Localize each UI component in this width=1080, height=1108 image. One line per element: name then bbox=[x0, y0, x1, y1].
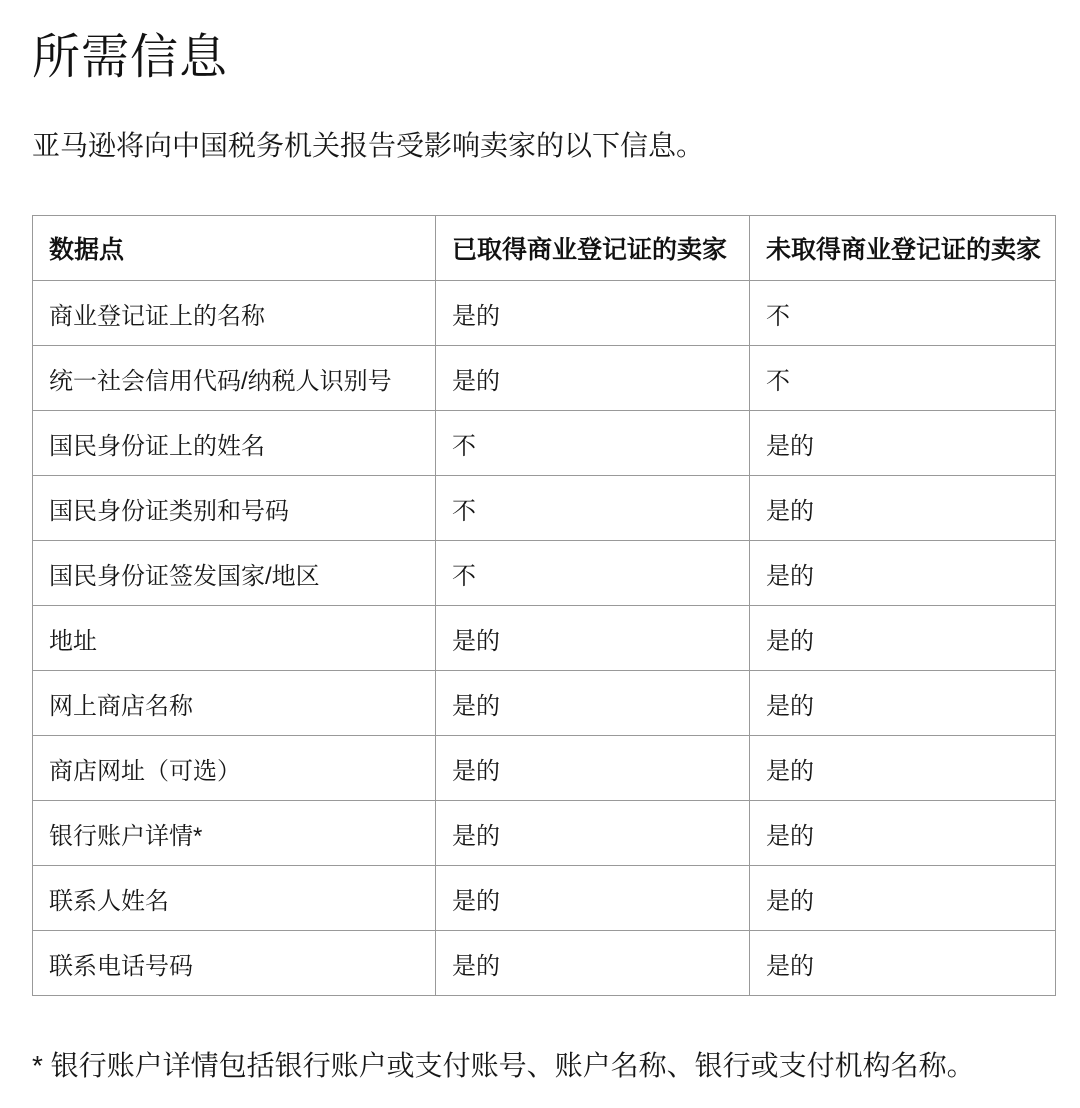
table-row bbox=[33, 346, 1056, 411]
data-point-cell: 商店网址（可选） bbox=[33, 736, 436, 801]
data-point-cell: 网上商店名称 bbox=[33, 671, 436, 736]
data-point-cell: 地址 bbox=[33, 606, 436, 671]
table-row bbox=[33, 411, 1056, 476]
without-license-cell: 是的 bbox=[750, 671, 1056, 736]
data-point-cell: 银行账户详情* bbox=[33, 801, 436, 866]
help-page bbox=[0, 28, 1080, 1108]
with-license-cell: 是的 bbox=[436, 866, 750, 931]
with-license-cell: 不 bbox=[436, 411, 750, 476]
page-title: 所需信息 bbox=[32, 31, 229, 84]
table-row bbox=[33, 541, 1056, 606]
table-row bbox=[33, 606, 1056, 671]
with-license-cell: 不 bbox=[436, 476, 750, 541]
data-point-cell: 国民身份证类别和号码 bbox=[33, 476, 436, 541]
data-point-cell: 商业登记证上的名称 bbox=[33, 281, 436, 346]
data-point-cell: 联系人姓名 bbox=[33, 866, 436, 931]
without-license-cell: 是的 bbox=[750, 801, 1056, 866]
table-row bbox=[33, 931, 1056, 996]
without-license-cell: 是的 bbox=[750, 476, 1056, 541]
data-point-cell: 国民身份证上的姓名 bbox=[33, 411, 436, 476]
column-header-with-business-license: 已取得商业登记证的卖家 bbox=[436, 216, 750, 281]
with-license-cell: 是的 bbox=[436, 736, 750, 801]
with-license-cell: 是的 bbox=[436, 346, 750, 411]
without-license-cell: 是的 bbox=[750, 736, 1056, 801]
footnote-text: * 银行账户详情包括银行账户或支付账号、账户名称、银行或支付机构名称。 bbox=[32, 1050, 975, 1082]
data-point-cell: 联系电话号码 bbox=[33, 931, 436, 996]
without-license-cell: 是的 bbox=[750, 541, 1056, 606]
with-license-cell: 是的 bbox=[436, 801, 750, 866]
without-license-cell: 是的 bbox=[750, 411, 1056, 476]
without-license-cell: 不 bbox=[750, 346, 1056, 411]
table-header-row bbox=[33, 216, 1056, 281]
without-license-cell: 是的 bbox=[750, 931, 1056, 996]
with-license-cell: 是的 bbox=[436, 671, 750, 736]
intro-text: 亚马逊将向中国税务机关报告受影响卖家的以下信息。 bbox=[32, 130, 705, 161]
with-license-cell: 是的 bbox=[436, 931, 750, 996]
with-license-cell: 是的 bbox=[436, 281, 750, 346]
table-row bbox=[33, 281, 1056, 346]
with-license-cell: 不 bbox=[436, 541, 750, 606]
column-header-data-point: 数据点 bbox=[33, 216, 436, 281]
with-license-cell: 是的 bbox=[436, 606, 750, 671]
table-row bbox=[33, 671, 1056, 736]
table-row bbox=[33, 476, 1056, 541]
table-row bbox=[33, 801, 1056, 866]
without-license-cell: 是的 bbox=[750, 866, 1056, 931]
data-point-cell: 统一社会信用代码/纳税人识别号 bbox=[33, 346, 436, 411]
required-info-table bbox=[32, 215, 1056, 996]
column-header-without-business-license: 未取得商业登记证的卖家 bbox=[750, 216, 1056, 281]
data-point-cell: 国民身份证签发国家/地区 bbox=[33, 541, 436, 606]
table-row bbox=[33, 736, 1056, 801]
without-license-cell: 是的 bbox=[750, 606, 1056, 671]
table-row bbox=[33, 866, 1056, 931]
without-license-cell: 不 bbox=[750, 281, 1056, 346]
